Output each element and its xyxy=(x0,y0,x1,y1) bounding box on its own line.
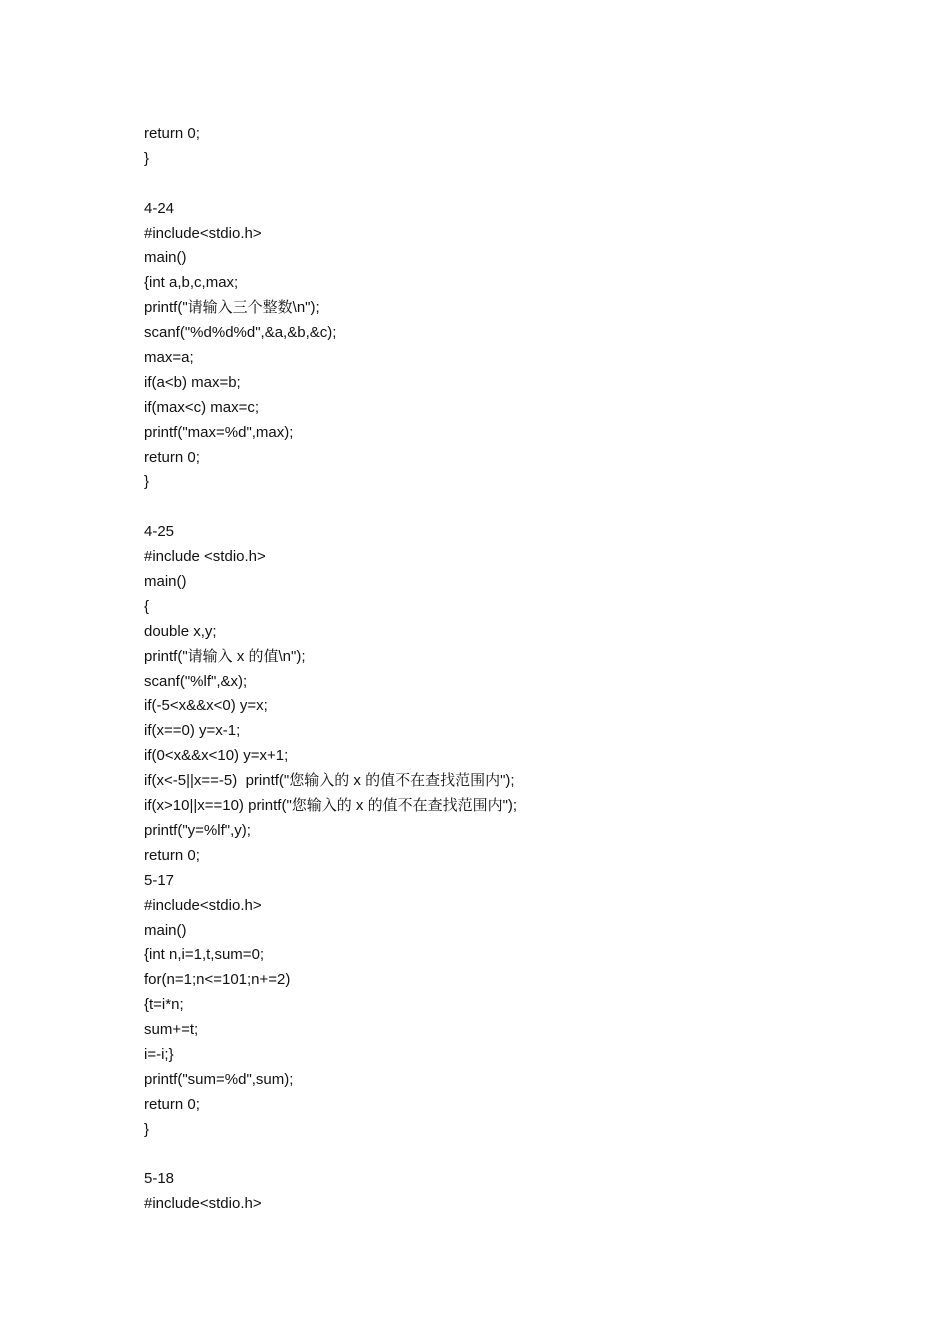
code-line: } xyxy=(144,1120,150,1138)
code-line: main() xyxy=(144,249,187,267)
code-line: max=a; xyxy=(144,349,194,367)
code-line: printf("sum=%d",sum); xyxy=(144,1070,294,1088)
code-line: #include <stdio.h> xyxy=(144,548,266,566)
section-heading: 5-17 xyxy=(144,871,175,889)
code-line: i=-i;} xyxy=(144,1045,174,1063)
code-line: scanf("%d%d%d",&a,&b,&c); xyxy=(144,324,337,342)
code-line: return 0; xyxy=(144,846,200,864)
code-line: } xyxy=(144,473,150,491)
blank-line xyxy=(144,495,844,520)
section-heading: 4-24 xyxy=(144,199,175,217)
section-heading: 5-18 xyxy=(144,1170,175,1188)
code-line: if(x>10||x==10) printf("您输入的 x 的值不在查找范围内"); xyxy=(144,797,518,815)
blank-line xyxy=(144,172,844,197)
code-line: {int a,b,c,max; xyxy=(144,274,239,292)
blank-line xyxy=(144,1143,844,1168)
code-line: printf("y=%lf",y); xyxy=(144,821,251,839)
code-line: return 0; xyxy=(144,1095,200,1113)
code-line: printf("请输入 x 的值\n"); xyxy=(144,647,306,665)
code-line: {t=i*n; xyxy=(144,996,184,1014)
code-listing xyxy=(144,122,844,1217)
code-line: if(max<c) max=c; xyxy=(144,398,260,416)
code-line: sum+=t; xyxy=(144,1021,199,1039)
code-line: printf("请输入三个整数\n"); xyxy=(144,299,320,317)
code-line: if(x==0) y=x-1; xyxy=(144,722,241,740)
code-line: if(x<-5||x==-5) printf("您输入的 x 的值不在查找范围内"); xyxy=(144,772,515,790)
code-line: #include<stdio.h> xyxy=(144,224,262,242)
code-line: if(a<b) max=b; xyxy=(144,373,241,391)
code-line: { xyxy=(144,597,150,615)
code-line: for(n=1;n<=101;n+=2) xyxy=(144,971,291,989)
code-line: return 0; xyxy=(144,125,200,142)
code-line: printf("max=%d",max); xyxy=(144,423,294,441)
code-line: if(-5<x&&x<0) y=x; xyxy=(144,697,268,715)
code-line: {int n,i=1,t,sum=0; xyxy=(144,946,265,964)
code-line: main() xyxy=(144,921,187,939)
code-line: double x,y; xyxy=(144,622,217,640)
code-line: return 0; xyxy=(144,448,200,466)
code-line: main() xyxy=(144,573,187,591)
code-line: if(0<x&&x<10) y=x+1; xyxy=(144,747,289,765)
code-line: scanf("%lf",&x); xyxy=(144,672,248,690)
code-line: #include<stdio.h> xyxy=(144,896,262,914)
code-line: } xyxy=(144,149,150,167)
code-line: #include<stdio.h> xyxy=(144,1195,262,1213)
section-heading: 4-25 xyxy=(144,523,175,541)
